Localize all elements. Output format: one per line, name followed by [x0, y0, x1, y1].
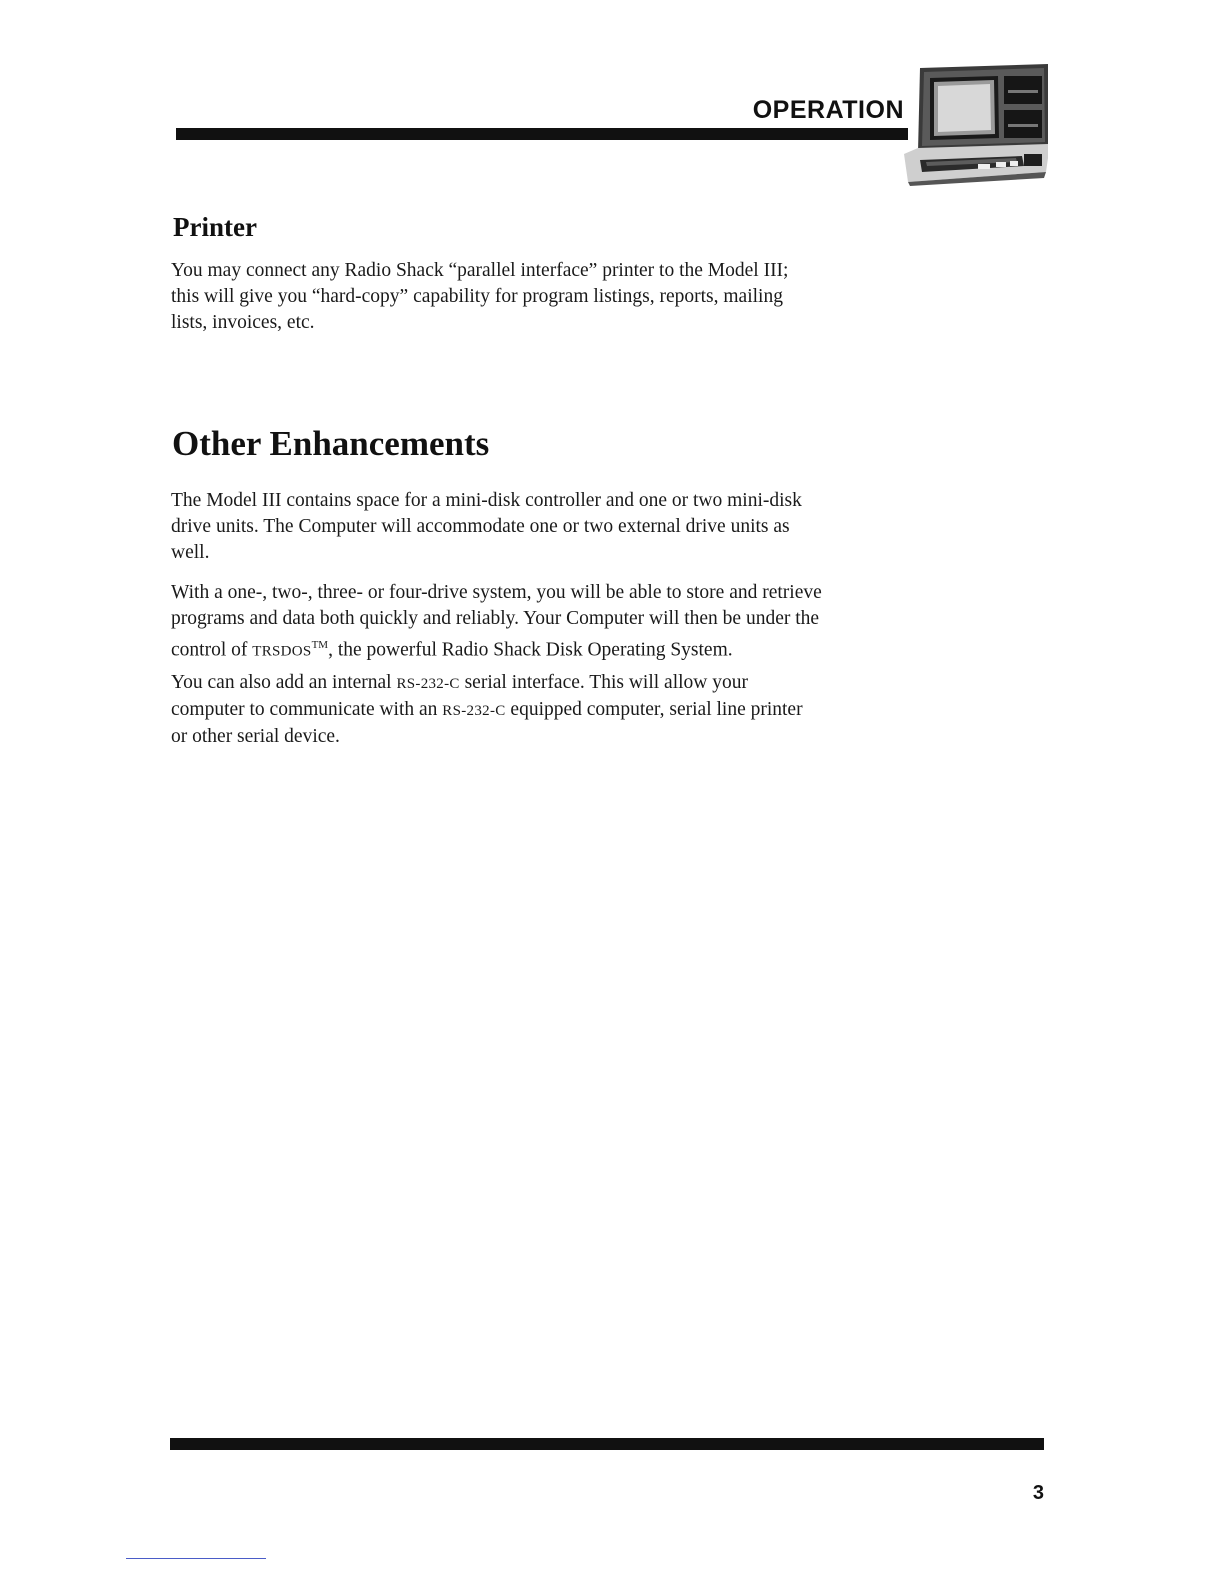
disk-controller-paragraph — [171, 488, 891, 566]
serial-line-1-start: You can also add an internal — [171, 672, 397, 693]
printer-heading: Printer — [173, 212, 257, 242]
footer-rule — [170, 1438, 1044, 1450]
header-rule — [176, 128, 908, 140]
disk-line-1: The Model III contains space for a mini-disk controller and one or two mini-disk — [171, 490, 802, 511]
serial-interface-paragraph — [171, 670, 891, 750]
other-enhancements-heading: Other Enhancements — [172, 424, 490, 463]
disk-line-3: well. — [171, 542, 210, 563]
serial-line-1-end: serial interface. This will allow your — [459, 672, 748, 693]
printer-line-2: this will give you “hard-copy” capability for program listings, reports, mailing — [171, 286, 783, 307]
page-number: 3 — [1032, 1482, 1044, 1504]
trademark-mark: TM — [311, 639, 329, 651]
trsdos-name: TRSDOS — [252, 643, 312, 660]
drive-line-1: With a one-, two-, three- or four-drive system, you will be able to store and retrieve — [171, 582, 822, 603]
rs232-name-2: RS-232-C — [442, 703, 506, 719]
section-header-label: OPERATION — [752, 96, 904, 124]
computer-icon — [898, 62, 1048, 187]
disk-line-2: drive units. The Computer will accommodate one or two external drive units as — [171, 516, 790, 537]
rs232-name-1: RS-232-C — [396, 676, 460, 692]
drive-line-3-start: control of — [171, 639, 253, 661]
printer-line-3: lists, invoices, etc. — [171, 312, 315, 333]
drive-line-3-end: , the powerful Radio Shack Disk Operating System. — [328, 639, 733, 661]
serial-line-2-end: equipped computer, serial line printer — [505, 699, 803, 720]
printer-paragraph — [171, 258, 891, 336]
drive-line-2: programs and data both quickly and reliably. Your Computer will then be under the — [171, 608, 820, 629]
serial-line-2-start: computer to communicate with an — [171, 699, 443, 720]
printer-line-1: You may connect any Radio Shack “parallel interface” printer to the Model III; — [171, 260, 789, 281]
scan-artifact-line — [126, 1558, 266, 1559]
drive-system-paragraph — [171, 580, 891, 665]
serial-line-3: or other serial device. — [171, 726, 340, 747]
